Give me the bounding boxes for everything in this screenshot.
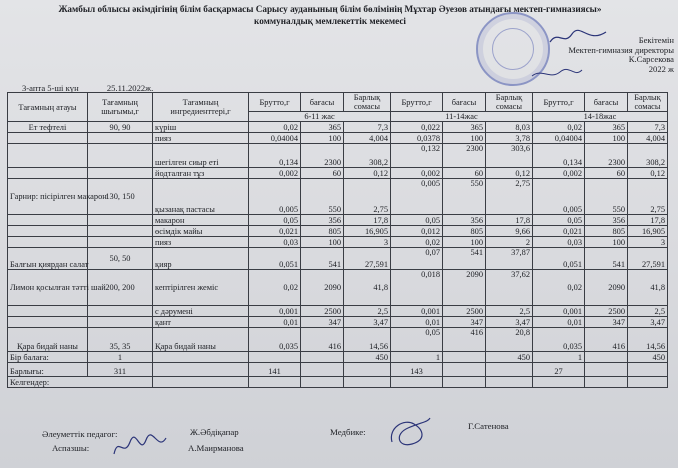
approval-line-2: Мектеп-гимназия директоры: [568, 44, 674, 55]
per-child-sum-3: 450: [628, 352, 668, 363]
cell: 20,8: [486, 328, 533, 352]
dish-yield: [88, 226, 153, 237]
cell: 541: [301, 248, 344, 270]
ingredient: кептірілген жеміс: [153, 270, 249, 306]
dish-yield: [88, 317, 153, 328]
table-row: [8, 179, 668, 215]
cook-signature: [110, 432, 168, 462]
cell: 60: [585, 168, 628, 179]
menu-table: [7, 92, 668, 388]
cell: 0,002: [391, 168, 443, 179]
pedagog-name: Ж.Әбдіқапар: [190, 427, 239, 437]
col-ingredients: Тағамның ингредиенттері,г: [153, 93, 249, 122]
table-row: [8, 317, 668, 328]
total-count: 311: [88, 363, 153, 377]
ingredient: йодталған тұз: [153, 168, 249, 179]
dish-name: Ет тефтелі: [8, 122, 88, 133]
cell: 0,02: [249, 270, 301, 306]
per-child-row: [8, 352, 668, 363]
table-row: [8, 226, 668, 237]
cell: 60: [443, 168, 486, 179]
dish-name: Балғын қиярдан салат: [8, 248, 88, 270]
ingredient: пияз: [153, 237, 249, 248]
cook-name: А.Маирманова: [188, 443, 244, 453]
cell: 2300: [301, 144, 344, 168]
cell: 17,8: [628, 215, 668, 226]
cell: 356: [585, 215, 628, 226]
cell: 3,78: [486, 133, 533, 144]
age-group-1: 6-11 жас: [249, 112, 391, 122]
cell: 0,12: [344, 168, 391, 179]
header-line-1: Жамбыл облысы әкімдігінің білім басқармасы Сарысу ауданының білім бөлімінің Мұхтар Әуезов атындағы мектеп-гимназиясы»: [58, 4, 602, 14]
cell: 4,004: [344, 133, 391, 144]
cell: 356: [443, 215, 486, 226]
cell: 0,021: [249, 226, 301, 237]
per-child-sum-1: 450: [344, 352, 391, 363]
cell: 308,2: [344, 144, 391, 168]
ingredient: күріш: [153, 122, 249, 133]
cell: 0,04004: [533, 133, 585, 144]
per-child-sum-2: 450: [486, 352, 533, 363]
cell: 0,0378: [391, 133, 443, 144]
table-row: [8, 248, 668, 270]
col-total-1: Барлық сомасы: [344, 93, 391, 112]
col-yield: Тағамның шығымы,г: [88, 93, 153, 122]
cell: 17,8: [344, 215, 391, 226]
cell: 0,134: [533, 144, 585, 168]
cell: 2,5: [344, 306, 391, 317]
cell: 347: [301, 317, 344, 328]
dish-name: [8, 144, 88, 168]
col-price-3: бағасы: [585, 93, 628, 112]
cell: 805: [585, 226, 628, 237]
received-row: [8, 377, 668, 388]
per-child-count-2: 1: [391, 352, 443, 363]
dish-name: [8, 133, 88, 144]
cell: 0,002: [249, 168, 301, 179]
cell: 3,47: [628, 317, 668, 328]
cell: 7,3: [344, 122, 391, 133]
approval-line-3: К.Сарсекова: [628, 54, 674, 64]
table-row: [8, 133, 668, 144]
approval-line-4: 2022 ж: [648, 63, 674, 74]
cell: 416: [443, 328, 486, 352]
dish-yield: [88, 306, 153, 317]
dish-yield: [88, 133, 153, 144]
cell: 2500: [301, 306, 344, 317]
cell: 303,6: [486, 144, 533, 168]
cell: 541: [585, 248, 628, 270]
cell: 550: [585, 179, 628, 215]
cell: 0,035: [533, 328, 585, 352]
col-total-2: Барлық сомасы: [486, 93, 533, 112]
cell: 2: [486, 237, 533, 248]
cell: 60: [301, 168, 344, 179]
cell: 2,75: [628, 179, 668, 215]
total-children-1: 141: [249, 363, 301, 377]
cell: 2500: [443, 306, 486, 317]
dish-name: Лимон қосылған тәтті шай: [8, 270, 88, 306]
cell: 356: [301, 215, 344, 226]
cell: 3,47: [486, 317, 533, 328]
pedagog-label: Әлеуметтік педагог:: [42, 429, 118, 439]
dish-yield: 130, 150: [88, 179, 153, 215]
cell: 2,75: [344, 179, 391, 215]
table-row: [8, 306, 668, 317]
col-dish-name: Тағамның атауы: [8, 93, 88, 122]
cell: 100: [301, 237, 344, 248]
dish-name: [8, 237, 88, 248]
cell: 100: [585, 237, 628, 248]
per-child-count: 1: [88, 352, 153, 363]
col-brutto-3: Брутто,г: [533, 93, 585, 112]
cell: 0,021: [533, 226, 585, 237]
dish-name: Қара бидай наны: [8, 328, 88, 352]
dish-yield: [88, 237, 153, 248]
cell: 0,132: [391, 144, 443, 168]
dish-yield: [88, 215, 153, 226]
cell: 0,051: [533, 248, 585, 270]
cell: 2300: [443, 144, 486, 168]
table-row: [8, 328, 668, 352]
ingredient: қызанақ пастасы: [153, 179, 249, 215]
approval-line-1: Бекітемін: [638, 35, 674, 45]
cell: 416: [585, 328, 628, 352]
cell: 0,01: [249, 317, 301, 328]
age-group-3: 14-18жас: [533, 112, 668, 122]
cell: 347: [585, 317, 628, 328]
dish-name: [8, 215, 88, 226]
cell: 550: [443, 179, 486, 215]
cell: 550: [301, 179, 344, 215]
cell: 0,12: [628, 168, 668, 179]
cell: 805: [443, 226, 486, 237]
table-header-row: [8, 93, 668, 112]
table-row: [8, 122, 668, 133]
table-row: [8, 168, 668, 179]
cell: 0,04004: [249, 133, 301, 144]
per-child-count-3: 1: [533, 352, 585, 363]
cell: 0,035: [249, 328, 301, 352]
cell: 0,022: [391, 122, 443, 133]
cell: 365: [443, 122, 486, 133]
cell: 100: [585, 133, 628, 144]
cell: 2090: [585, 270, 628, 306]
ingredient: макарон: [153, 215, 249, 226]
dish-yield: [88, 168, 153, 179]
cell: 2090: [301, 270, 344, 306]
cell: 365: [585, 122, 628, 133]
col-price-1: бағасы: [301, 93, 344, 112]
ingredient: с дәрумені: [153, 306, 249, 317]
dish-yield: 200, 200: [88, 270, 153, 306]
table-row: [8, 270, 668, 306]
received-label: Келгендер:: [8, 377, 153, 388]
col-brutto-1: Брутто,г: [249, 93, 301, 112]
cell: 0,02: [249, 122, 301, 133]
cell: 541: [443, 248, 486, 270]
cell: 0,02: [533, 122, 585, 133]
dish-yield: 50, 50: [88, 248, 153, 270]
total-children-2: 143: [391, 363, 443, 377]
cell: 0,005: [391, 179, 443, 215]
cell: 0,01: [533, 317, 585, 328]
cell: 0,018: [391, 270, 443, 306]
cell: 0,01: [391, 317, 443, 328]
table-row: [8, 215, 668, 226]
col-total-3: Барлық сомасы: [628, 93, 668, 112]
ingredient: Қара бидай наны: [153, 328, 249, 352]
cell: 17,8: [486, 215, 533, 226]
cell: 0,005: [533, 179, 585, 215]
cell: 41,8: [628, 270, 668, 306]
total-row: [8, 363, 668, 377]
cell: 2090: [443, 270, 486, 306]
cell: 0,001: [249, 306, 301, 317]
cell: 100: [443, 237, 486, 248]
col-price-2: бағасы: [443, 93, 486, 112]
cell: 100: [443, 133, 486, 144]
cell: 0,05: [391, 215, 443, 226]
dish-yield: 35, 35: [88, 328, 153, 352]
cell: 2300: [585, 144, 628, 168]
nurse-signature: [386, 414, 432, 450]
cell: 0,134: [249, 144, 301, 168]
dish-yield: [88, 144, 153, 168]
col-brutto-2: Брутто,г: [391, 93, 443, 112]
age-group-2: 11-14жас: [391, 112, 533, 122]
cell: 27,591: [344, 248, 391, 270]
cell: 0,03: [249, 237, 301, 248]
cell: 2,5: [628, 306, 668, 317]
cell: 347: [443, 317, 486, 328]
dish-name: [8, 317, 88, 328]
cell: 0,12: [486, 168, 533, 179]
nurse-label: Медбике:: [330, 427, 366, 437]
cell: 16,905: [628, 226, 668, 237]
cell: 0,001: [391, 306, 443, 317]
cell: 0,05: [391, 328, 443, 352]
cell: 2,5: [486, 306, 533, 317]
cell: 0,05: [533, 215, 585, 226]
cell: 3: [344, 237, 391, 248]
cell: 2500: [585, 306, 628, 317]
cell: 0,005: [249, 179, 301, 215]
cell: 805: [301, 226, 344, 237]
cell: 0,02: [533, 270, 585, 306]
cell: 3: [628, 237, 668, 248]
ingredient: пияз: [153, 133, 249, 144]
dish-name: [8, 226, 88, 237]
ingredient: қияр: [153, 248, 249, 270]
cell: 0,02: [391, 237, 443, 248]
menu-date: 25.11.2022ж.: [106, 83, 154, 93]
cell: 27,591: [628, 248, 668, 270]
per-child-label: Бір балаға:: [8, 352, 88, 363]
table-row: [8, 237, 668, 248]
total-children-3: 27: [533, 363, 585, 377]
dish-yield: 90, 90: [88, 122, 153, 133]
cell: 0,001: [533, 306, 585, 317]
cell: 0,012: [391, 226, 443, 237]
cell: 0,002: [533, 168, 585, 179]
ingredient: өсімдік майы: [153, 226, 249, 237]
cell: 0,05: [249, 215, 301, 226]
cell: 4,004: [628, 133, 668, 144]
cell: 100: [301, 133, 344, 144]
dish-name: [8, 168, 88, 179]
dish-name: Гарнир: пісірілген макарон: [8, 179, 88, 215]
header-line-2: коммуналдық мемлекеттік мекемесі: [254, 16, 406, 26]
cell: 0,051: [249, 248, 301, 270]
approval-block: [528, 36, 674, 74]
nurse-name: Г.Сатенова: [468, 421, 509, 431]
cell: 0,03: [533, 237, 585, 248]
table-row: [8, 144, 668, 168]
cell: 0,07: [391, 248, 443, 270]
total-label: Барлығы:: [8, 363, 88, 377]
cell: 16,905: [344, 226, 391, 237]
cell: 37,87: [486, 248, 533, 270]
cell: 9,66: [486, 226, 533, 237]
cell: 416: [301, 328, 344, 352]
cook-label: Аспазшы:: [52, 443, 90, 453]
cell: 308,2: [628, 144, 668, 168]
cell: 3,47: [344, 317, 391, 328]
cell: 365: [301, 122, 344, 133]
ingredient: шегілген сиыр еті: [153, 144, 249, 168]
ingredient: қант: [153, 317, 249, 328]
cell: 8,03: [486, 122, 533, 133]
cell: 37,62: [486, 270, 533, 306]
cell: 14,56: [344, 328, 391, 352]
cell: 2,75: [486, 179, 533, 215]
cell: 7,3: [628, 122, 668, 133]
cell: 14,56: [628, 328, 668, 352]
cell: 41,8: [344, 270, 391, 306]
dish-name: [8, 306, 88, 317]
week-day: 3-апта 5-ші күн: [22, 83, 79, 93]
